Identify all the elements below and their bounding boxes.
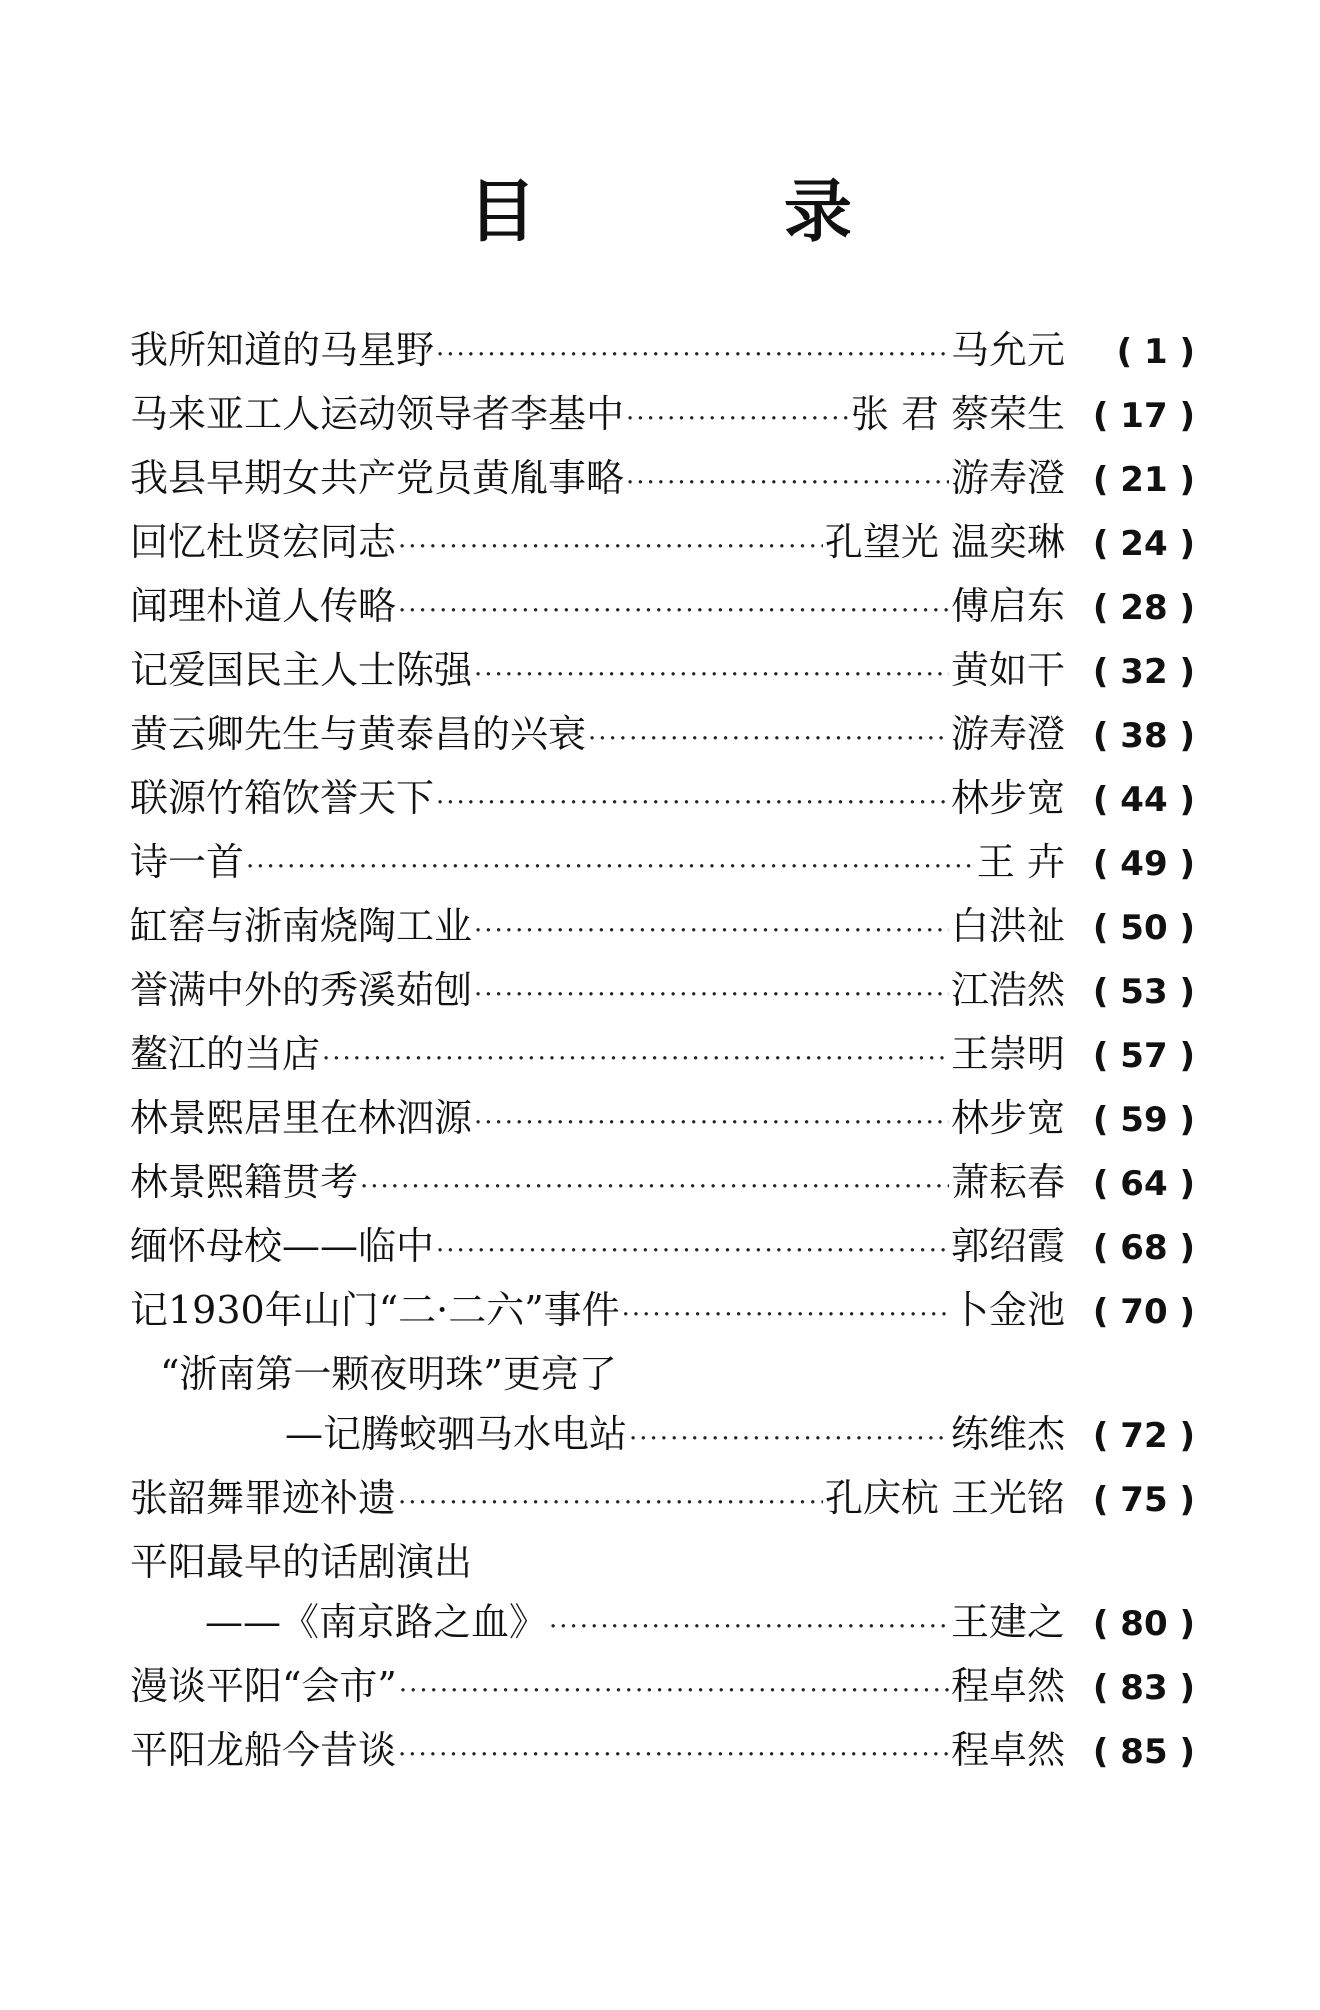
toc-entry (130, 1402, 1195, 1466)
leader-dots (622, 1283, 949, 1347)
entry-page: ( 32 ) (1092, 652, 1195, 692)
entry-page: ( 72 ) (1092, 1416, 1195, 1456)
entry-author: 萧耘春 (950, 1160, 1065, 1204)
entry-title: 回忆杜贤宏同志 (130, 520, 397, 564)
toc-entry (130, 702, 1195, 766)
entry-title: 缅怀母校——临中 (130, 1224, 435, 1268)
entry-page: ( 75 ) (1092, 1480, 1195, 1520)
toc-entry (130, 1022, 1195, 1086)
entry-author: 张 君 蔡荣生 (850, 392, 1065, 436)
entry-author: 黄如干 (950, 648, 1065, 692)
leader-dots (436, 771, 949, 835)
toc-entry (130, 894, 1195, 958)
page-title: 目 录 (468, 172, 964, 252)
entry-page: ( 1 ) (1116, 332, 1195, 372)
toc-entry (130, 958, 1195, 1022)
entry-title: 记1930年山门“二·二六”事件 (130, 1288, 620, 1332)
entry-author: 游寿澄 (950, 456, 1065, 500)
leader-dots (626, 387, 849, 451)
toc-entry (130, 446, 1195, 510)
entry-page: ( 57 ) (1092, 1036, 1195, 1076)
leader-dots (474, 899, 949, 963)
leader-dots (399, 1659, 949, 1723)
toc-entry (130, 1278, 1195, 1342)
leader-dots (549, 1595, 949, 1659)
entry-author: 白洪祉 (950, 904, 1065, 948)
entry-title: 平阳最早的话剧演出 (130, 1540, 473, 1584)
entry-author: 林步宽 (950, 1096, 1065, 1140)
entry-title: —记腾蛟驷马水电站 (285, 1412, 628, 1456)
toc-entry (130, 574, 1195, 638)
entry-author: 马允元 (950, 328, 1065, 372)
entry-author: 孔望光 温奕琳 (824, 520, 1065, 564)
entry-page: ( 53 ) (1092, 972, 1195, 1012)
toc-entry (130, 510, 1195, 574)
entry-author: 王崇明 (950, 1032, 1065, 1076)
entry-author: 王建之 (950, 1600, 1065, 1644)
toc-entry (130, 766, 1195, 830)
entry-title: 林景熙籍贯考 (130, 1160, 359, 1204)
toc-entry (130, 1214, 1195, 1278)
toc-entry (130, 1654, 1195, 1718)
toc-entry (130, 1150, 1195, 1214)
entry-page: ( 64 ) (1092, 1164, 1195, 1204)
leader-dots (398, 1471, 823, 1535)
toc-entry (130, 1530, 1195, 1590)
leader-dots (588, 707, 949, 771)
entry-author: 孔庆杭 王光铭 (824, 1476, 1065, 1520)
leader-dots (322, 1027, 949, 1091)
leader-dots (398, 1723, 949, 1787)
entry-title: 诗一首 (130, 840, 245, 884)
entry-title: 平阳龙船今昔谈 (130, 1728, 397, 1772)
entry-page: ( 80 ) (1092, 1604, 1195, 1644)
entry-title: ——《南京路之血》 (205, 1600, 548, 1644)
entry-page: ( 21 ) (1092, 460, 1195, 500)
entry-title: 誉满中外的秀溪茹刨 (130, 968, 473, 1012)
entry-title: “浙南第一颗夜明珠”更亮了 (160, 1352, 617, 1396)
entry-author: 傅启东 (950, 584, 1065, 628)
leader-dots (626, 451, 949, 515)
entry-title: 鳌江的当店 (130, 1032, 321, 1076)
entry-page: ( 50 ) (1092, 908, 1195, 948)
entry-title: 漫谈平阳“会市” (130, 1664, 397, 1708)
entry-title: 我所知道的马星野 (130, 328, 435, 372)
entry-author: 王 卉 (976, 840, 1065, 884)
entry-page: ( 17 ) (1092, 396, 1195, 436)
entry-page: ( 85 ) (1092, 1732, 1195, 1772)
entry-page: ( 24 ) (1092, 524, 1195, 564)
entry-title: 联源竹箱饮誉天下 (130, 776, 435, 820)
entry-author: 程卓然 (950, 1728, 1065, 1772)
leader-dots (474, 1091, 949, 1155)
entry-title: 我县早期女共产党员黄胤事略 (130, 456, 625, 500)
entry-page: ( 49 ) (1092, 844, 1195, 884)
entry-title: 马来亚工人运动领导者李基中 (130, 392, 625, 436)
entry-author: 江浩然 (950, 968, 1065, 1012)
toc-entry (130, 1466, 1195, 1530)
entry-page: ( 38 ) (1092, 716, 1195, 756)
entry-author: 林步宽 (950, 776, 1065, 820)
toc-entry (130, 1342, 1195, 1402)
toc-entry (130, 1590, 1195, 1654)
leader-dots (398, 579, 949, 643)
entry-author: 游寿澄 (950, 712, 1065, 756)
leader-dots (474, 963, 949, 1027)
entry-title: 记爱国民主人士陈强 (130, 648, 473, 692)
leader-dots (629, 1407, 949, 1471)
leader-dots (246, 835, 975, 899)
entry-title: 张韶舞罪迹补遗 (130, 1476, 397, 1520)
toc-entry (130, 318, 1195, 382)
toc-entry (130, 1086, 1195, 1150)
leader-dots (474, 643, 949, 707)
entry-page: ( 28 ) (1092, 588, 1195, 628)
toc-entry (130, 1718, 1195, 1782)
entry-title: 缸窑与浙南烧陶工业 (130, 904, 473, 948)
entry-author: 郭绍霞 (950, 1224, 1065, 1268)
leader-dots (436, 1219, 949, 1283)
entry-author: 卜金池 (950, 1288, 1065, 1332)
entry-page: ( 59 ) (1092, 1100, 1195, 1140)
entry-page: ( 44 ) (1092, 780, 1195, 820)
toc-entry (130, 638, 1195, 702)
entry-page: ( 68 ) (1092, 1228, 1195, 1268)
leader-dots (360, 1155, 949, 1219)
toc-entry (130, 382, 1195, 446)
entry-page: ( 70 ) (1092, 1292, 1195, 1332)
entry-page: ( 83 ) (1092, 1668, 1195, 1708)
entry-title: 林景熙居里在林泗源 (130, 1096, 473, 1140)
entry-title: 黄云卿先生与黄泰昌的兴衰 (130, 712, 587, 756)
table-of-contents (130, 318, 1195, 1782)
entry-author: 程卓然 (950, 1664, 1065, 1708)
entry-title: 闻理朴道人传略 (130, 584, 397, 628)
toc-entry (130, 830, 1195, 894)
entry-author: 练维杰 (950, 1412, 1065, 1456)
leader-dots (436, 323, 949, 387)
leader-dots (398, 515, 823, 579)
